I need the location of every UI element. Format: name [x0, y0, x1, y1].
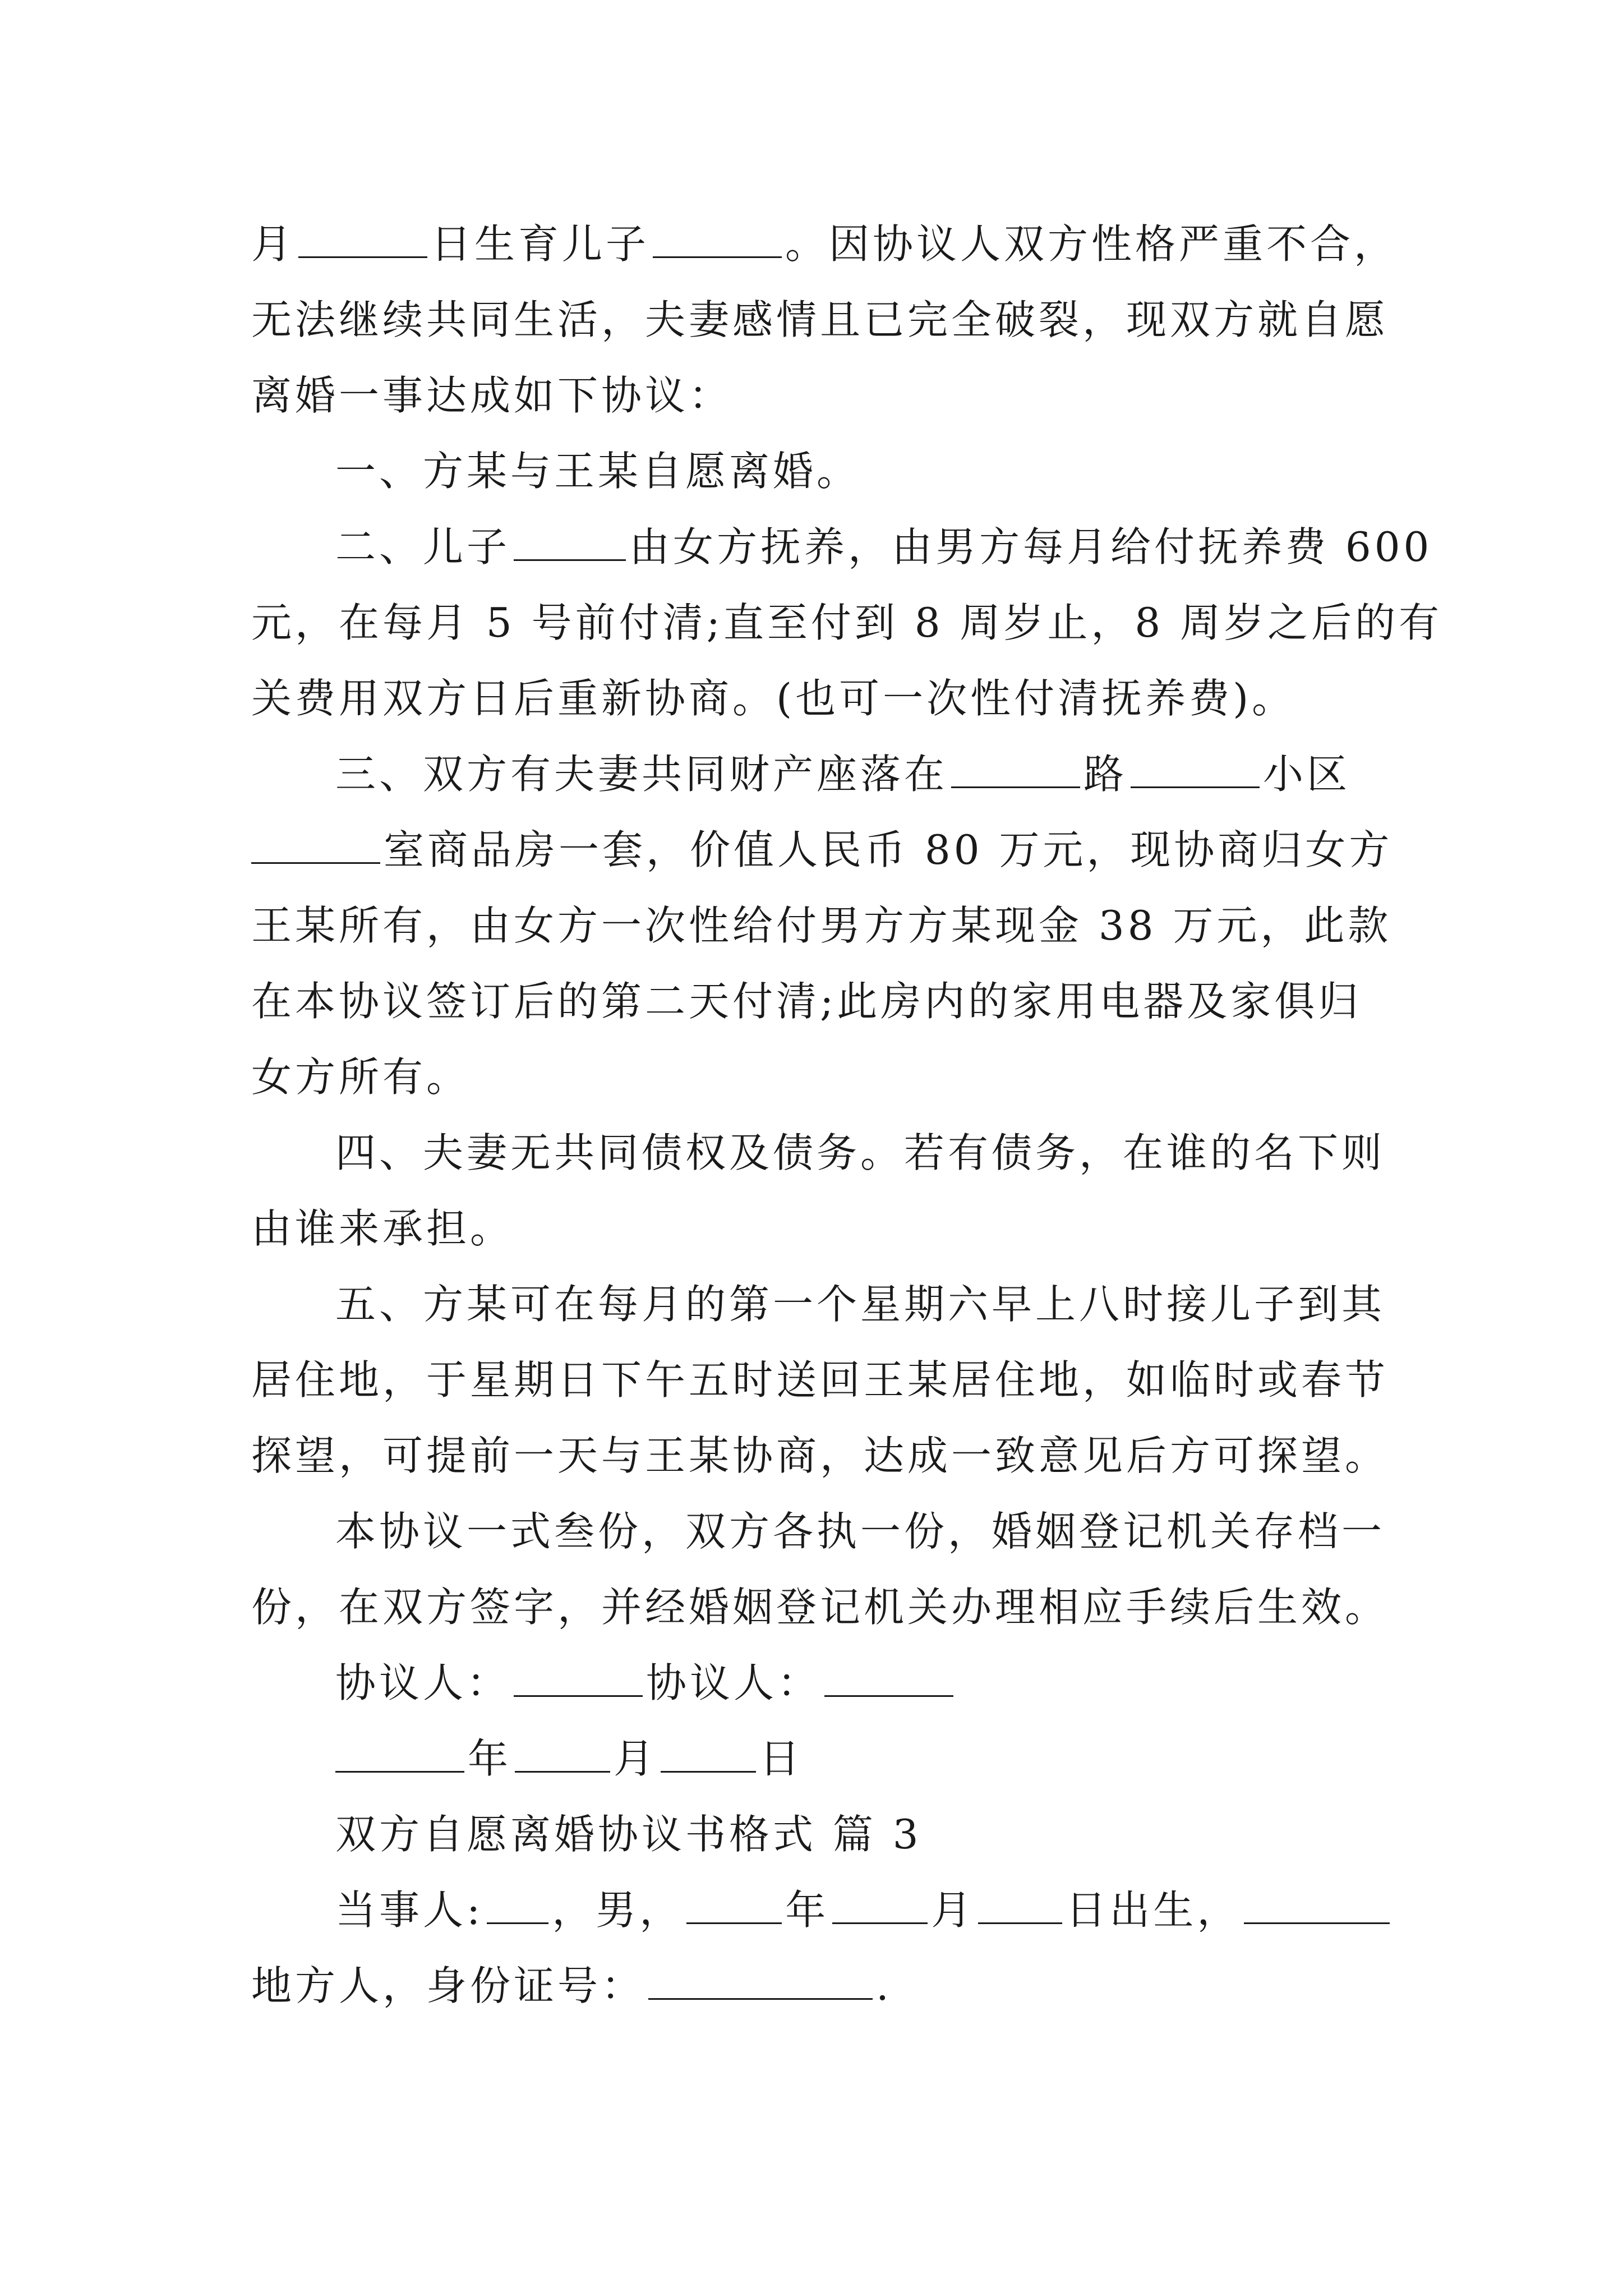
text-segment: 无法继续共同生活，夫妻感情且已完全破裂，现双方就自愿 — [251, 296, 1389, 343]
text-segment: 元，在每月 5 号前付清;直至付到 8 周岁止，8 周岁之后的有 — [251, 599, 1443, 646]
blank-field — [487, 1887, 548, 1924]
text-segment: 路 — [1083, 751, 1128, 798]
text-segment: 王某所有，由女方一次性给付男方方某现金 38 万元，此款 — [251, 902, 1392, 949]
text-segment: 日生育儿子 — [431, 220, 650, 268]
text-line — [251, 973, 1362, 1029]
text-segment: 居住地，于星期日下午五时送回王某居住地，如临时或春节 — [251, 1356, 1389, 1404]
text-segment: 月 — [614, 1735, 658, 1782]
text-line — [251, 1200, 514, 1257]
text-segment: 协议人： — [335, 1659, 511, 1706]
text-line — [335, 1125, 1385, 1181]
blank-field — [978, 1887, 1062, 1924]
text-line — [251, 367, 732, 424]
date-line — [335, 1731, 803, 1787]
text-segment: 双方自愿离婚协议书格式 篇 3 — [335, 1811, 922, 1858]
text-line — [251, 1352, 1389, 1408]
text-segment: 女方所有。 — [251, 1053, 471, 1101]
blank-field — [1244, 1887, 1390, 1924]
blank-field — [832, 1887, 928, 1924]
text-line — [251, 1958, 892, 2014]
text-segment: 份，在双方签字，并经婚姻登记机关办理相应手续后生效。 — [251, 1584, 1389, 1631]
text-segment: 由女方抚养，由男方每月给付抚养费 600 — [629, 523, 1433, 570]
text-line — [251, 216, 1398, 272]
blank-field — [653, 220, 782, 258]
text-line — [251, 1579, 1389, 1635]
blank-field — [251, 826, 380, 864]
blank-field — [648, 1962, 873, 2000]
text-line — [335, 1276, 1385, 1332]
blank-field — [514, 1659, 643, 1697]
blank-field — [335, 1735, 464, 1773]
text-segment: 协议人： — [646, 1659, 822, 1706]
text-segment: 关费用双方日后重新协商。(也可一次性付清抚养费)。 — [251, 675, 1296, 722]
text-segment: 三、双方有夫妻共同财产座落在 — [335, 751, 948, 798]
text-segment: 当事人: — [335, 1887, 484, 1934]
text-line — [251, 595, 1442, 651]
text-segment: 五、方某可在每月的第一个星期六早上八时接儿子到其 — [335, 1281, 1386, 1328]
blank-field — [686, 1887, 782, 1924]
text-segment: 二、儿子 — [335, 523, 511, 570]
text-segment: 年 — [468, 1735, 512, 1782]
text-line — [335, 1882, 1393, 1938]
text-line — [251, 898, 1391, 954]
text-segment: 四、夫妻无共同债权及债务。若有债务，在谁的名下则 — [335, 1129, 1386, 1176]
text-line — [335, 1503, 1385, 1559]
text-segment: 月 — [251, 220, 296, 268]
blank-field — [951, 751, 1080, 788]
text-segment: 小区 — [1263, 751, 1351, 798]
text-segment: 。因协议人双方性格严重不合， — [785, 220, 1398, 268]
signature-line — [335, 1655, 957, 1711]
text-segment: 离婚一事达成如下协议： — [251, 372, 733, 419]
text-segment: 由谁来承担。 — [251, 1205, 514, 1252]
section-heading — [335, 1806, 922, 1862]
text-segment: 一、方某与王某自愿离婚。 — [335, 448, 861, 495]
blank-field — [515, 1735, 610, 1773]
blank-field — [1131, 751, 1260, 788]
blank-field — [661, 1735, 756, 1773]
text-line — [251, 1428, 1389, 1484]
text-segment: 在本协议签订后的第二天付清;此房内的家用电器及家俱归 — [251, 978, 1362, 1025]
blank-field — [514, 523, 626, 561]
blank-field — [298, 220, 427, 258]
text-line — [335, 746, 1350, 802]
text-segment: ，男， — [552, 1887, 684, 1934]
text-line — [251, 822, 1393, 878]
text-line — [335, 519, 1432, 575]
text-segment: 室商品房一套，价值人民币 80 万元，现协商归女方 — [384, 826, 1393, 873]
text-segment: 探望，可提前一天与王某协商，达成一致意见后方可探望。 — [251, 1432, 1389, 1479]
text-line — [335, 443, 860, 499]
text-segment: 本协议一式叁份，双方各执一份，婚姻登记机关存档一 — [335, 1508, 1386, 1555]
text-segment: 日出生， — [1066, 1887, 1241, 1934]
text-line — [251, 1049, 470, 1105]
text-segment: 年 — [785, 1887, 829, 1934]
text-segment: 月 — [931, 1887, 975, 1934]
text-line — [251, 670, 1295, 726]
text-segment: 地方人，身份证号： — [251, 1962, 645, 2009]
blank-field — [824, 1659, 953, 1697]
text-segment: . — [876, 1962, 892, 2009]
text-segment: 日 — [759, 1735, 804, 1782]
text-line — [251, 292, 1389, 348]
